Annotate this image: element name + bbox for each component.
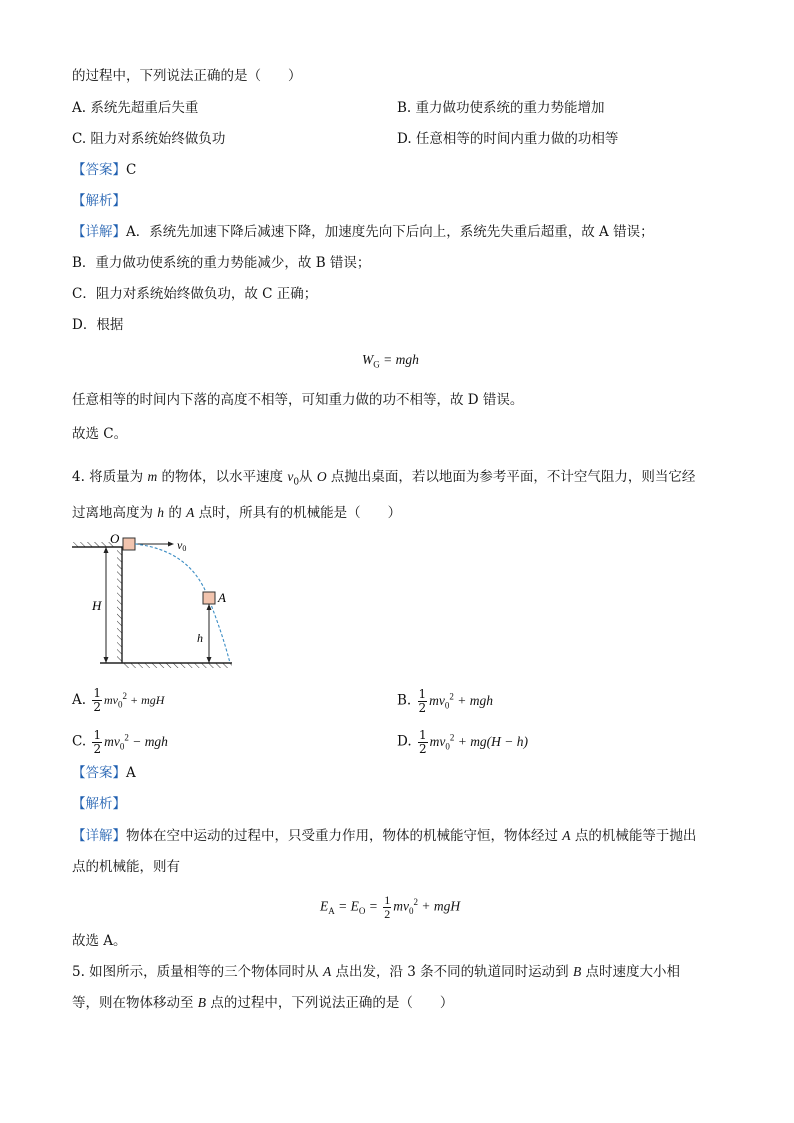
- dimension-h-small-arrow-top: [207, 604, 212, 610]
- q3-detail-b: B．重力做功使系统的重力势能减少，故 B 错误；: [72, 255, 371, 271]
- answer-value: C: [126, 162, 137, 178]
- dimension-h-small-arrow-bottom: [207, 657, 212, 663]
- q3-option-a: A. 系统先超重后失重: [72, 100, 199, 116]
- label-h-small: h: [197, 631, 203, 645]
- q4-option-a: A. $\frac{1}{2}$ $mv_0^2$ + mgH: [72, 686, 165, 714]
- block-a: [203, 592, 215, 604]
- answer-value: A: [126, 765, 136, 781]
- q4-detail-line1: 【详解】物体在空中运动的过程中，只受重力作用，物体的机械能守恒，物体经过 A 点的机械能等于抛出: [72, 828, 697, 844]
- q4-stem-line1: 4. 将质量为 m 的物体，以水平速度 $v_0$从 O 点抛出桌面，若以地面为参考平面，不计空气阻力，则当它经: [72, 469, 696, 488]
- q3-answer: [72, 160, 136, 180]
- q3-detail-d2: 任意相等的时间内下落的高度不相等，可知重力做的功不相等，故 D 错误。: [72, 392, 524, 408]
- q4-conclusion: 故选 A。: [72, 933, 127, 949]
- ground-hatch: [122, 663, 232, 668]
- q4-stem-line2: 过离地高度为 h 的 A 点时，所具有的机械能是（ ）: [72, 505, 402, 521]
- option-a-letter: A.: [72, 692, 87, 708]
- label-h-big: H: [92, 598, 102, 613]
- q4-option-c: C. $\frac{1}{2}$ $mv_0^2$ − mgh: [72, 727, 168, 756]
- q5-stem-line1: 5. 如图所示，质量相等的三个物体同时从 A 点出发，沿 3 条不同的轨道同时运动到 B 点时速度大小相: [72, 964, 681, 980]
- q4-answer: [72, 763, 136, 783]
- q3-conclusion: 故选 C。: [72, 426, 128, 442]
- q3-analysis-label: 【解析】: [72, 193, 126, 209]
- velocity-arrowhead: [168, 542, 174, 547]
- dimension-h-big-arrow-bottom: [104, 657, 109, 663]
- q4-analysis-label: 【解析】: [72, 796, 126, 812]
- wall-hatch: [117, 547, 122, 663]
- q4-formula: $E_A = E_O$ = $\frac{1}{2}$ $mv_0^2$ + mgH: [320, 892, 461, 921]
- q3-option-b: B. 重力做功使系统的重力势能增加: [397, 100, 605, 116]
- q3-option-d: D. 任意相等的时间内重力做的功相等: [397, 131, 619, 147]
- q3-stem-tail: 的过程中，下列说法正确的是（ ）: [72, 68, 302, 84]
- projectile-figure: [70, 532, 240, 672]
- block-o: [123, 538, 135, 550]
- answer-label: 【答案】: [72, 162, 126, 178]
- q3-formula: $W_G$ = mgh: [362, 352, 419, 370]
- q3-detail-c: C．阻力对系统始终做负功，故 C 正确；: [72, 286, 318, 302]
- option-c-letter: C.: [72, 733, 87, 750]
- answer-label: 【答案】: [72, 765, 126, 781]
- label-v0: v0: [177, 538, 187, 553]
- q4-option-b: B. $\frac{1}{2}$ $mv_0^2$ + mgh: [397, 686, 494, 715]
- option-d-letter: D.: [397, 733, 412, 750]
- trajectory-path: [135, 544, 230, 663]
- dimension-h-big-arrow-top: [104, 547, 109, 553]
- detail-a-text: A．系统先加速下降后减速下降，加速度先向下后向上，系统先失重后超重，故 A 错误；: [126, 224, 654, 240]
- q3-option-c: C. 阻力对系统始终做负功: [72, 131, 226, 147]
- detail-label: 【详解】: [72, 828, 126, 844]
- option-b-letter: B.: [397, 692, 412, 709]
- q4-option-d: D. $\frac{1}{2}$ $mv_0^2 + mg(H - h)$: [397, 727, 529, 756]
- detail-label: 【详解】: [72, 224, 126, 240]
- q3-detail-d: D．根据: [72, 317, 124, 333]
- q4-detail-line2: 点的机械能，则有: [72, 859, 180, 875]
- q5-stem-line2: 等，则在物体移动至 B 点的过程中，下列说法正确的是（ ）: [72, 995, 454, 1011]
- label-a: A: [218, 590, 226, 605]
- label-o: O: [110, 532, 120, 546]
- q3-detail-a: [72, 222, 654, 242]
